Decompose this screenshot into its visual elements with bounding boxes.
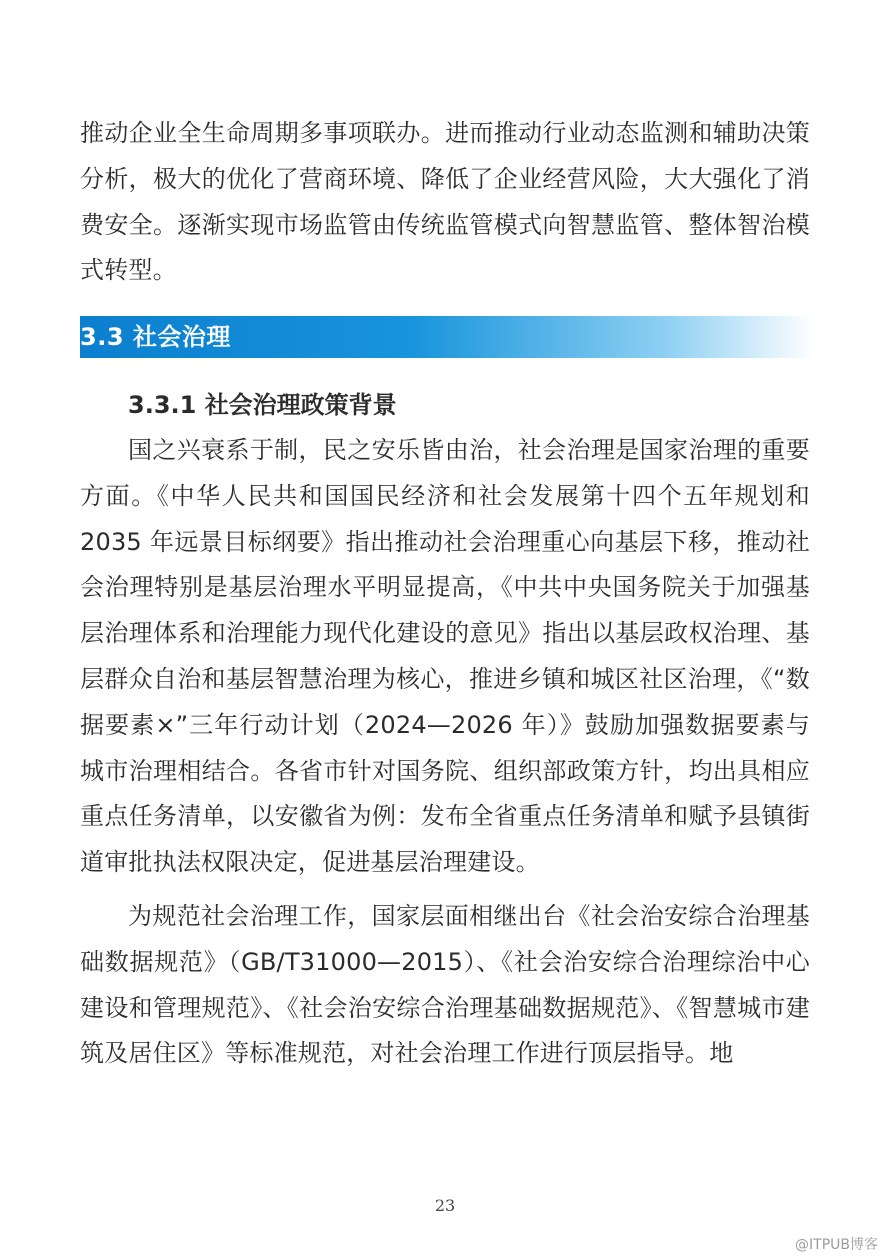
body-paragraph-policy-background: 国之兴衰系于制，民之安乐皆由治，社会治理是国家治理的重要方面。《中华人民共和国国民经济和社会发展第十四个五年规划和 2035 年远景目标纲要》指出推动社会治理重心向基层下移，推动社会治理特别是基层治理水平明显提高，《中共中央国务院关于加强基层治理体系和治理能力现代化建设的意见》指出以基层政权治理、基层群众自治和基层智慧治理为核心，推进乡镇和城区社区治理，《“数据要素×”三年行动计划（2024—2026 年）》鼓励加强数据要素与城市治理相结合。各省市针对国务院、组织部政策方针，均出具相应重点任务清单，以安徽省为例：发布全省重点任务清单和赋予县镇街道审批执法权限决定，促进基层治理建设。 (80, 436, 810, 877)
subsection-heading: 3.3.1 社会治理政策背景 (128, 391, 397, 419)
watermark: @ITPUB博客 (795, 1237, 878, 1253)
body-paragraph-standards: 为规范社会治理工作，国家层面相继出台《社会治安综合治理基础数据规范》（GB/T31000—2015）、《社会治安综合治理综治中心建设和管理规范》、《社会治安综合治理基础数据规范》、《智慧城市建筑及居住区》等标准规范，对社会治理工作进行顶层指导。地 (80, 902, 810, 1068)
body-paragraph-continuation: 推动企业全生命周期多事项联办。进而推动行业动态监测和辅助决策分析，极大的优化了营商环境、降低了企业经营风险，大大强化了消费安全。逐渐实现市场监管由传统监管模式向智慧监管、整体智治模式转型。 (80, 119, 810, 285)
page-number: 23 (434, 1196, 456, 1215)
section-heading-bar (80, 316, 815, 358)
section-heading: 3.3 社会治理 (80, 323, 231, 351)
